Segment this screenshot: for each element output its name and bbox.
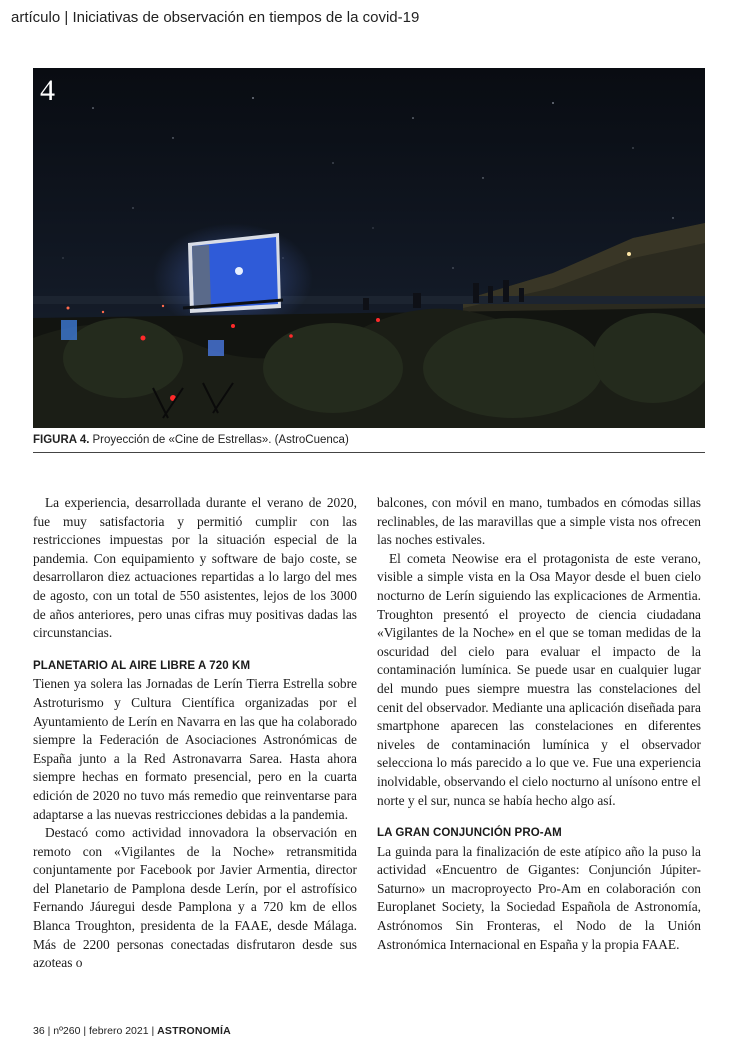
paragraph: balcones, con móvil en mano, tumbados en cómodas sillas reclinables, de las maravillas que a simple vista nos ofrecen las noches estivales. bbox=[377, 495, 701, 548]
paragraph: Tienen ya solera las Jornadas de Lerín Tierra Estrella sobre Astroturismo y Cultura Científica organizadas por el Ayuntamiento de Lerín en Navarra en las que ha colaborado siempre la Federación de Asociaciones Astronómicas de España junto a la Red Astronavarra Sarea. Hasta ahora siempre hechas en formato presencial, pero en la cuarta edición de 2020 no tuvo más remedio que reinventarse para adaptarse a las nuevas restricciones debidas a la pandemia. bbox=[33, 676, 357, 822]
issue-number: nº260 bbox=[53, 1025, 81, 1037]
running-header bbox=[11, 9, 731, 26]
figure-label: FIGURA 4. bbox=[33, 434, 90, 446]
figure-caption-text: Proyección de «Cine de Estrellas». (AstroCuenca) bbox=[92, 434, 349, 446]
footer-separator: | bbox=[148, 1025, 158, 1037]
paragraph: La experiencia, desarrollada durante el verano de 2020, fue muy satisfactoria y permitió cumplir con las restricciones impuestas por la situación especial de la pandemia. Con equipamiento y software de bajo coste, se desarrollaron diez actuaciones repartidas a lo largo del mes de agosto, con un total de 550 asistentes, lejos de los 3000 de años anteriores, pero unas cifras muy positivas dadas las circunstancias. bbox=[33, 495, 357, 641]
footer-separator: | bbox=[44, 1025, 54, 1037]
section-heading: PLANETARIO AL AIRE LIBRE A 720 KM bbox=[33, 659, 251, 672]
header-title: Iniciativas de observación en tiempos de la covid-19 bbox=[72, 9, 420, 26]
paragraph: El cometa Neowise era el protagonista de este verano, visible a simple vista en la Osa Mayor desde el buen cielo nocturno de Lerín siguiendo las explicaciones de Armentia. Troughton presentó el proyecto de ciencia ciudadana «Vigilantes de la Noche» en el que se toman medidas de la oscuridad del cielo para evaluar el impacto de la contaminación lumínica. Se puede usar en cualquier lugar del mundo pues siempre muestra las constelaciones del cenit del observador. Mediante una aplicación diseñada para smartphone aparecen las constelaciones en diferentes niveles de contaminación lumínica y el observador selecciona lo más parecido a lo que ve. Fue una experiencia inolvidable, observando el cielo nocturno al unísono entre el norte y el sur, nunca se había hecho algo así. bbox=[377, 550, 701, 808]
right-column bbox=[377, 494, 701, 954]
figure-caption bbox=[33, 434, 705, 453]
issue-date: febrero 2021 bbox=[89, 1025, 149, 1037]
magazine-brand: ASTRONOMÍA bbox=[157, 1025, 231, 1037]
paragraph: La guinda para la finalización de este atípico año la puso la actividad «Encuentro de Gigantes: Conjunción Júpiter-Saturno» un macroproyecto Pro-Am en colaboración con Europlanet Society, la Sociedad Española de Astronomía, Astrónomos Sin Fronteras, el Nodo de la Unión Astronómica Internacional en España y la propia FAAE. bbox=[377, 843, 701, 952]
header-separator: | bbox=[60, 9, 73, 26]
page-footer bbox=[33, 1025, 231, 1037]
paragraph: Destacó como actividad innovadora la observación en remoto con «Vigilantes de la Noche» retransmitida conjuntamente por Facebook por Javier Armentia, director del Planetario de Pamplona desde Lerín, por el astrofísico Fernando Jáuregui desde Pamplona y a 720 km de ellos Blanca Troughton, presidenta de la FAAE, desde Málaga. Más de 2200 personas conectadas disfrutaron desde sus azoteas o bbox=[33, 825, 357, 971]
figure-photo bbox=[33, 68, 705, 428]
footer-separator: | bbox=[80, 1025, 90, 1037]
page-number: 36 bbox=[33, 1025, 45, 1037]
section-heading: LA GRAN CONJUNCIÓN PRO-AM bbox=[377, 827, 562, 840]
figure-number: 4 bbox=[40, 74, 55, 107]
header-section: artículo bbox=[11, 9, 61, 26]
night-scene-illustration bbox=[33, 68, 705, 428]
left-column bbox=[33, 494, 357, 973]
